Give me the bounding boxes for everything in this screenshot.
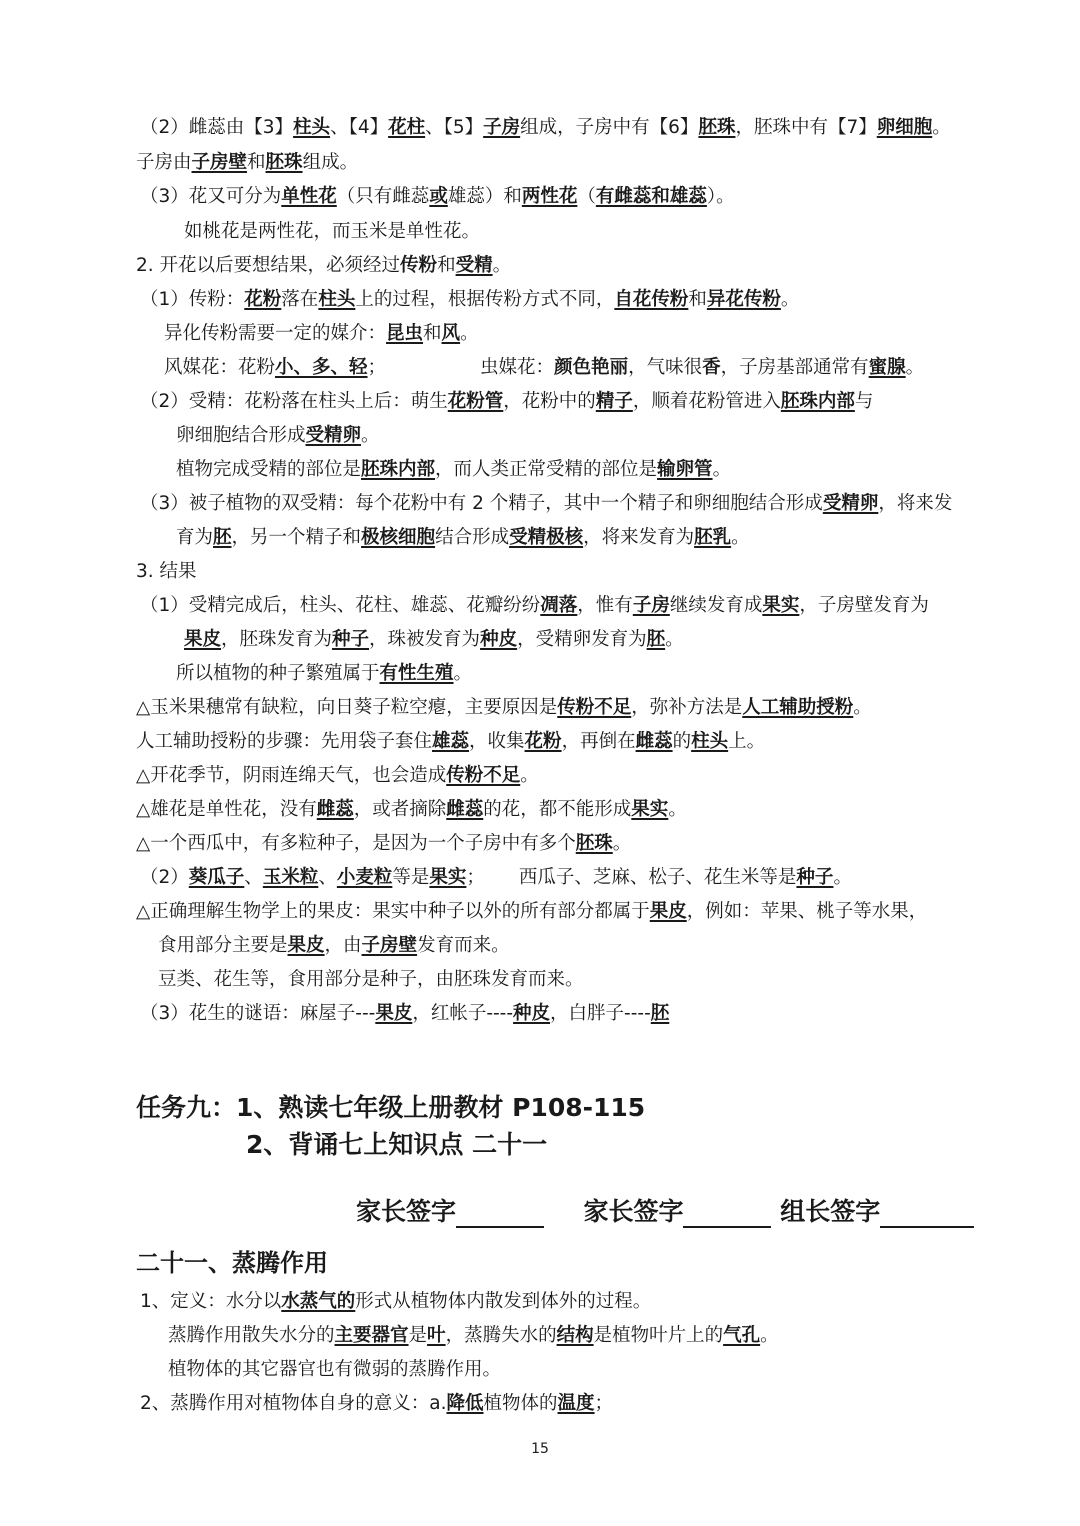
parent-signature-label-1: 家长签字 bbox=[356, 1197, 457, 1226]
text-segment: ，子房壁发育为 bbox=[799, 595, 929, 616]
underlined-answer: 传粉不足 bbox=[446, 765, 521, 786]
underlined-answer: 温度 bbox=[557, 1393, 595, 1414]
underlined-answer: 果皮 bbox=[184, 629, 222, 650]
text-segment: ）。 bbox=[706, 186, 735, 207]
text-segment: ，由 bbox=[324, 935, 362, 956]
bold-term: 颜色艳丽 bbox=[554, 357, 629, 378]
text-line bbox=[158, 934, 510, 958]
text-segment: ； bbox=[367, 357, 387, 378]
text-segment: △雄花是单性花，没有 bbox=[136, 799, 317, 820]
underlined-answer: 雌蕊 bbox=[446, 799, 484, 820]
text-line bbox=[184, 628, 684, 652]
text-segment: ，顺着花粉管进入 bbox=[632, 391, 781, 412]
underlined-answer: 两性花 bbox=[521, 186, 578, 207]
text-segment: ，而人类正常受精的部位是 bbox=[435, 459, 658, 480]
task-heading-line1: 任务九：1、熟读七年级上册教材 P108-115 bbox=[136, 1093, 646, 1122]
text-segment: 发育而来。 bbox=[417, 935, 510, 956]
text-segment: 1、定义：水分以 bbox=[140, 1291, 282, 1312]
text-segment: 和 bbox=[437, 255, 456, 276]
text-segment: 所以植物的种子繁殖属于 bbox=[176, 663, 380, 684]
underlined-answer: 人工辅助授粉 bbox=[742, 697, 854, 718]
text-segment: 形式从植物体内散发到体外的过程。 bbox=[355, 1291, 652, 1312]
text-segment: 人工辅助授粉的步骤：先用袋子套住 bbox=[136, 731, 433, 752]
text-line bbox=[164, 322, 479, 346]
text-segment: 植物完成受精的部位是 bbox=[176, 459, 362, 480]
underlined-answer: 子房壁 bbox=[361, 935, 418, 956]
text-segment: ，弥补方法是 bbox=[631, 697, 743, 718]
underlined-answer: 结构 bbox=[556, 1325, 594, 1346]
text-segment: （2） bbox=[140, 867, 189, 888]
underlined-answer: 花粉管 bbox=[447, 391, 504, 412]
text-line bbox=[136, 696, 872, 720]
text-line bbox=[176, 662, 472, 686]
underlined-answer: 花粉 bbox=[244, 289, 282, 310]
text-segment: 组成，子房中有【6】 bbox=[520, 117, 699, 138]
text-segment: ，胚珠中有【7】 bbox=[735, 117, 877, 138]
underlined-answer: 异花传粉 bbox=[706, 289, 781, 310]
text-line bbox=[136, 798, 687, 822]
underlined-answer: 气孔 bbox=[723, 1325, 761, 1346]
text-segment: （2）雌蕊由【3】 bbox=[140, 117, 294, 138]
text-line bbox=[136, 151, 358, 175]
text-segment: 上。 bbox=[728, 731, 766, 752]
underlined-answer: 小、多、轻 bbox=[275, 357, 368, 378]
underlined-answer: 胚 bbox=[646, 629, 666, 650]
underlined-answer: 受精 bbox=[455, 255, 493, 276]
text-segment: 是 bbox=[408, 1325, 428, 1346]
underlined-answer: 花粉 bbox=[524, 731, 562, 752]
bold-term: 香 bbox=[702, 357, 721, 378]
text-segment: （只有雌蕊 bbox=[336, 186, 430, 207]
text-line bbox=[140, 492, 952, 516]
text-segment: 落在 bbox=[281, 289, 319, 310]
text-segment: 豆类、花生等，食用部分是种子，由胚珠发育而来。 bbox=[158, 969, 584, 990]
text-segment: 风媒花：花粉 bbox=[164, 357, 276, 378]
underlined-answer: 传粉不足 bbox=[557, 697, 632, 718]
text-segment: 、 bbox=[318, 867, 337, 888]
underlined-answer: 极核细胞 bbox=[361, 527, 436, 548]
text-segment: 。 bbox=[760, 1325, 779, 1346]
text-segment: ，将来发 bbox=[878, 493, 953, 514]
text-line bbox=[136, 560, 197, 584]
underlined-answer: 种子 bbox=[796, 867, 834, 888]
text-segment: ； bbox=[466, 867, 485, 888]
text-segment: ，再倒在 bbox=[561, 731, 636, 752]
underlined-answer: 种子 bbox=[332, 629, 370, 650]
text-segment: 2. 开花以后要想结果，必须经过 bbox=[136, 255, 401, 276]
text-segment: 虫媒花： bbox=[480, 357, 555, 378]
text-segment: ，红帐子---- bbox=[412, 1003, 514, 1024]
text-segment: 卵细胞结合形成 bbox=[176, 425, 306, 446]
text-segment: 和 bbox=[247, 152, 266, 173]
text-segment: ，例如：苹果、桃子等水果， bbox=[686, 901, 928, 922]
underlined-answer: 主要器官 bbox=[334, 1325, 409, 1346]
underlined-answer: 卵细胞 bbox=[876, 117, 933, 138]
text-segment: ，子房基部通常有 bbox=[720, 357, 869, 378]
text-line bbox=[140, 1002, 669, 1026]
text-segment: 雄蕊）和 bbox=[447, 186, 522, 207]
underlined-answer: 受精卵 bbox=[822, 493, 879, 514]
underlined-answer: 凋落 bbox=[540, 595, 578, 616]
text-segment: （1）受精完成后，柱头、花柱、雄蕊、花瓣纷纷 bbox=[140, 595, 541, 616]
underlined-answer: 胚 bbox=[650, 1003, 670, 1024]
text-segment: 等是 bbox=[392, 867, 430, 888]
text-segment: 植物体的 bbox=[483, 1393, 558, 1414]
text-line bbox=[136, 730, 765, 754]
underlined-answer: 葵瓜子 bbox=[188, 867, 245, 888]
text-segment: 。 bbox=[460, 323, 479, 344]
text-segment: ，收集 bbox=[469, 731, 525, 752]
task-heading-line2: 2、背诵七上知识点 二十一 bbox=[246, 1130, 548, 1159]
text-line bbox=[140, 1392, 613, 1416]
text-line bbox=[176, 424, 380, 448]
underlined-answer: 子房壁 bbox=[191, 152, 248, 173]
text-segment: 。 bbox=[520, 765, 539, 786]
underlined-answer: 雌蕊 bbox=[635, 731, 673, 752]
text-segment: （1）传粉： bbox=[140, 289, 245, 310]
text-line bbox=[140, 594, 929, 618]
text-line bbox=[136, 764, 539, 788]
text-segment: 3. 结果 bbox=[136, 561, 197, 582]
parent-signature-field-2[interactable] bbox=[683, 1200, 771, 1228]
underlined-answer: 果实 bbox=[429, 867, 467, 888]
text-segment: 是植物叶片上的 bbox=[593, 1325, 724, 1346]
text-segment: △开花季节，阴雨连绵天气，也会造成 bbox=[136, 765, 447, 786]
leader-signature-field[interactable] bbox=[880, 1200, 974, 1228]
underlined-answer: 柱头 bbox=[691, 731, 729, 752]
underlined-answer: 玉米粒 bbox=[262, 867, 319, 888]
section-heading: 二十一、蒸腾作用 bbox=[136, 1249, 328, 1277]
text-segment: 组成。 bbox=[302, 152, 359, 173]
text-segment: 食用部分主要是 bbox=[158, 935, 288, 956]
underlined-answer: 精子 bbox=[595, 391, 633, 412]
underlined-answer: 果实 bbox=[762, 595, 800, 616]
text-line bbox=[168, 1358, 501, 1382]
text-segment: 继续发育成 bbox=[669, 595, 763, 616]
underlined-answer: 种皮 bbox=[480, 629, 518, 650]
text-line bbox=[176, 526, 750, 550]
text-segment: ，另一个精子和 bbox=[231, 527, 362, 548]
underlined-answer: 花柱 bbox=[388, 117, 426, 138]
text-line bbox=[136, 832, 631, 856]
text-segment: △正确理解生物学上的果皮：果实中种子以外的所有部分都属于 bbox=[136, 901, 650, 922]
text-segment: 2、蒸腾作用对植物体自身的意义：a. bbox=[140, 1393, 447, 1414]
text-segment: 、【5】 bbox=[425, 117, 484, 138]
underlined-answer: 有性生殖 bbox=[379, 663, 454, 684]
text-segment: 。 bbox=[612, 833, 632, 854]
text-line bbox=[140, 288, 799, 312]
text-segment: 。 bbox=[712, 459, 732, 480]
underlined-answer: 受精极核 bbox=[509, 527, 584, 548]
underlined-answer: 柱头 bbox=[318, 289, 356, 310]
underlined-answer: 子房 bbox=[483, 117, 521, 138]
text-segment: 上的过程，根据传粉方式不同， bbox=[355, 289, 615, 310]
underlined-answer: 果皮 bbox=[375, 1003, 413, 1024]
text-segment: 子房由 bbox=[136, 152, 192, 173]
underlined-answer: 昆虫 bbox=[386, 323, 424, 344]
text-line bbox=[136, 900, 927, 924]
text-segment: ，受精卵发育为 bbox=[517, 629, 647, 650]
text-segment: （3）花又可分为 bbox=[140, 186, 282, 207]
underlined-answer: 自花传粉 bbox=[614, 289, 689, 310]
text-segment: （ bbox=[577, 186, 596, 207]
text-segment: ，白胖子---- bbox=[550, 1003, 651, 1024]
text-segment: 、【4】 bbox=[330, 117, 389, 138]
text-segment: ，蒸腾失水的 bbox=[445, 1325, 557, 1346]
text-segment: ，花粉中的 bbox=[503, 391, 596, 412]
text-segment: 。 bbox=[665, 629, 684, 650]
text-segment: ，胚珠发育为 bbox=[221, 629, 333, 650]
text-segment: △一个西瓜中，有多粒种子，是因为一个子房中有多个 bbox=[136, 833, 576, 854]
underlined-answer: 果皮 bbox=[649, 901, 687, 922]
signature-row bbox=[356, 1196, 974, 1228]
text-segment: 。 bbox=[361, 425, 380, 446]
underlined-answer: 雌蕊 bbox=[316, 799, 354, 820]
underlined-answer: 柱头 bbox=[293, 117, 331, 138]
text-segment: ，珠被发育为 bbox=[369, 629, 481, 650]
text-segment: 、 bbox=[244, 867, 263, 888]
underlined-answer: 风 bbox=[441, 323, 461, 344]
text-line bbox=[140, 116, 951, 140]
underlined-answer: 小麦粒 bbox=[336, 867, 393, 888]
text-segment: 蒸腾作用散失水分的 bbox=[168, 1325, 335, 1346]
leader-signature-label: 组长签字 bbox=[780, 1197, 881, 1226]
parent-signature-label-2: 家长签字 bbox=[583, 1197, 684, 1226]
text-segment: ； bbox=[594, 1393, 614, 1414]
underlined-answer: 水蒸气的 bbox=[281, 1291, 356, 1312]
parent-signature-field-1[interactable] bbox=[456, 1200, 544, 1228]
underlined-answer: 降低 bbox=[446, 1393, 484, 1414]
underlined-answer: 蜜腺 bbox=[868, 357, 906, 378]
text-segment: ，惟有 bbox=[577, 595, 633, 616]
underlined-answer: 胚乳 bbox=[694, 527, 732, 548]
text-line bbox=[140, 1290, 651, 1314]
text-segment: 和 bbox=[688, 289, 707, 310]
text-line bbox=[158, 968, 584, 992]
text-segment: ，或者摘除 bbox=[353, 799, 447, 820]
text-segment: 。 bbox=[905, 357, 925, 378]
underlined-answer: 或 bbox=[429, 186, 448, 207]
text-segment: 西瓜子、芝麻、松子、花生米等是 bbox=[518, 867, 797, 888]
text-segment: 。 bbox=[453, 663, 473, 684]
text-segment: 。 bbox=[492, 255, 512, 276]
text-segment: 育为 bbox=[176, 527, 214, 548]
underlined-answer: 种皮 bbox=[513, 1003, 551, 1024]
text-segment: 。 bbox=[731, 527, 750, 548]
text-segment: 结合形成 bbox=[435, 527, 510, 548]
underlined-answer: 果实 bbox=[631, 799, 669, 820]
underlined-answer: 胚珠 bbox=[265, 152, 303, 173]
text-line bbox=[140, 185, 735, 209]
underlined-answer: 胚珠内部 bbox=[780, 391, 855, 412]
text-line bbox=[184, 220, 480, 244]
text-segment: 异化传粉需要一定的媒介： bbox=[164, 323, 387, 344]
underlined-answer: 胚珠内部 bbox=[361, 459, 436, 480]
text-segment: ，将来发育为 bbox=[583, 527, 695, 548]
text-line bbox=[140, 866, 852, 890]
text-line bbox=[176, 458, 731, 482]
text-segment: 。 bbox=[833, 867, 852, 888]
page-number: 15 bbox=[531, 1441, 549, 1457]
underlined-answer: 子房 bbox=[632, 595, 670, 616]
text-line bbox=[168, 1324, 779, 1348]
text-segment: 的花，都不能形成 bbox=[483, 799, 632, 820]
underlined-answer: 受精卵 bbox=[305, 425, 362, 446]
text-segment: （3）花生的谜语：麻屋子--- bbox=[140, 1003, 376, 1024]
text-segment: 如桃花是两性花，而玉米是单性花。 bbox=[184, 221, 481, 242]
underlined-answer: 叶 bbox=[427, 1325, 446, 1346]
text-segment: 。 bbox=[780, 289, 800, 310]
text-segment: △玉米果穗常有缺粒，向日葵子粒空瘪，主要原因是 bbox=[136, 697, 558, 718]
text-line bbox=[140, 390, 873, 414]
underlined-answer: 输卵管 bbox=[657, 459, 713, 480]
underlined-answer: 有雌蕊和雄蕊 bbox=[595, 186, 707, 207]
underlined-answer: 雄蕊 bbox=[432, 731, 470, 752]
text-segment: （3）被子植物的双受精：每个花粉中有 2 个精子，其中一个精子和卵细胞结合形成 bbox=[140, 493, 823, 514]
text-line bbox=[136, 254, 511, 278]
text-segment: ，气味很 bbox=[628, 357, 703, 378]
text-segment: （2）受精：花粉落在柱头上后：萌生 bbox=[140, 391, 448, 412]
text-segment: 的 bbox=[672, 731, 692, 752]
underlined-answer: 单性花 bbox=[281, 186, 337, 207]
underlined-answer: 果皮 bbox=[287, 935, 325, 956]
text-segment: 。 bbox=[668, 799, 687, 820]
text-line bbox=[164, 356, 924, 380]
underlined-answer: 胚 bbox=[213, 527, 232, 548]
bold-term: 传粉 bbox=[400, 255, 438, 276]
text-segment: 。 bbox=[932, 117, 951, 138]
text-segment: 植物体的其它器官也有微弱的蒸腾作用。 bbox=[168, 1359, 502, 1380]
underlined-answer: 胚珠 bbox=[698, 117, 736, 138]
text-segment: 。 bbox=[853, 697, 872, 718]
text-segment: 和 bbox=[423, 323, 442, 344]
text-segment: 与 bbox=[854, 391, 874, 412]
underlined-answer: 胚珠 bbox=[575, 833, 613, 854]
